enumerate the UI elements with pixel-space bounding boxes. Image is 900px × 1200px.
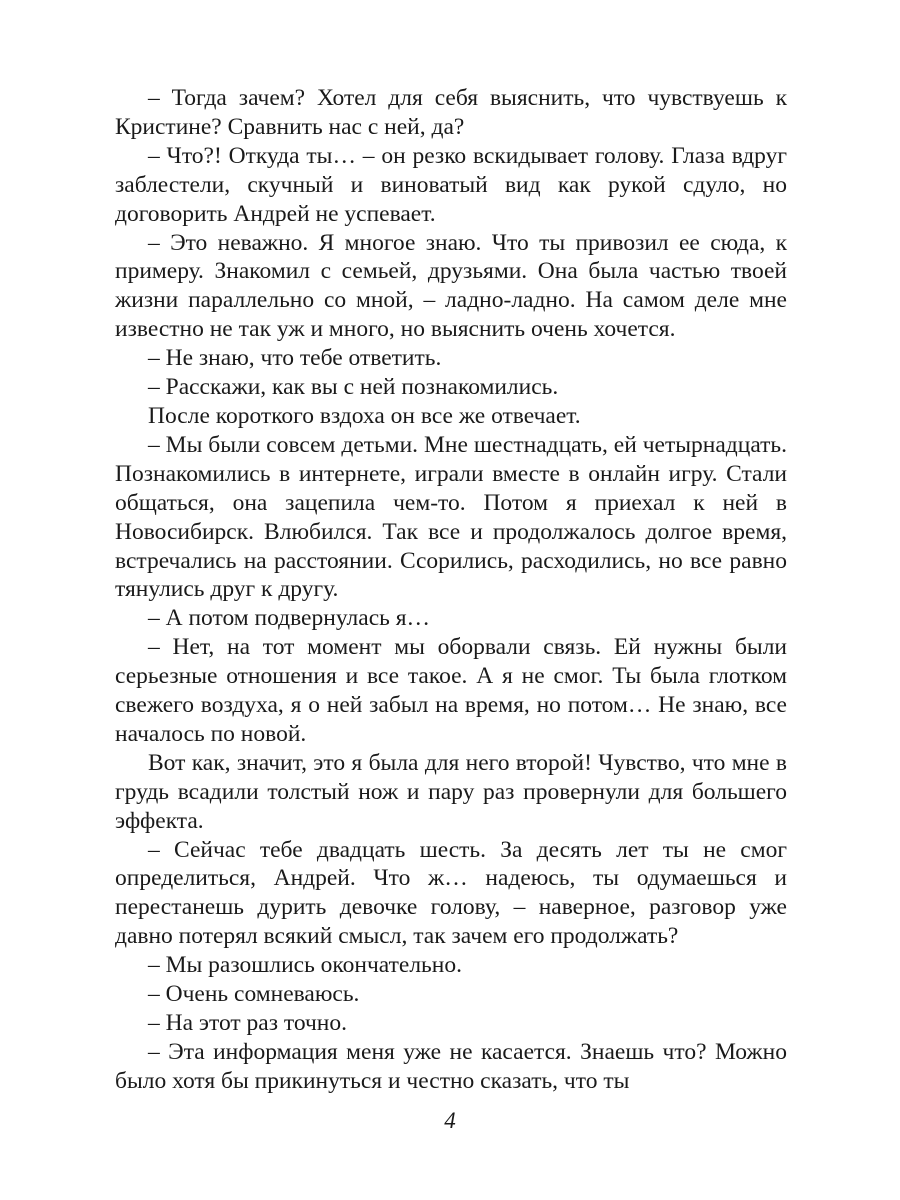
paragraph-5: – Расскажи, как вы с ней познакомились. [148,374,559,401]
paragraph-13: – Очень сомневаюсь. [148,981,360,1008]
paragraph-3: – Это неважно. Я многое знаю. Что ты привозил ее сюда, к примеру. Знакомил с семьей, друзьями. Она была частью твоей жизни параллельно со мной, – ладно-ладно. На самом деле мне известно не так уж и много, но выяснить очень хочется. [115,229,787,343]
paragraph-4: – Не знаю, что тебе ответить. [148,345,442,372]
page-text [115,84,787,1096]
page-number: 4 [444,1108,456,1133]
paragraph-2: – Что?! Откуда ты… – он резко вскидывает голову. Глаза вдруг заблестели, скучный и виноватый вид как рукой сдуло, но договорить Андрей не успевает. [115,142,787,227]
paragraph-10: Вот как, значит, это я была для него второй! Чувство, что мне в грудь всадили толстый нож и пару раз провернули для большего эффекта. [115,749,787,834]
paragraph-11: – Сейчас тебе двадцать шесть. За десять лет ты не смог определиться, Андрей. Что ж… надеюсь, ты одумаешься и перестанешь дурить девочке голову, – наверное, разговор уже давно потерял всякий смысл, так зачем его продолжать? [115,836,787,950]
paragraph-12: – Мы разошлись окончательно. [148,952,462,979]
paragraph-14: – На этот раз точно. [148,1010,347,1036]
paragraph-6: После короткого вздоха он все же отвечает. [148,402,581,429]
paragraph-7: – Мы были совсем детьми. Мне шестнадцать, ей четырнадцать. Познакомились в интернете, играли вместе в онлайн игру. Стали общаться, она зацепила чем-то. Потом я приехал к ней в Новосибирск. Влюбился. Так все и продолжалось долгое время, встречались на расстоянии. Ссорились, расходились, но все равно тянулись друг к другу. [115,431,787,603]
paragraph-1: – Тогда зачем? Хотел для себя выяснить, что чувствуешь к Кристине? Сравнить нас с ней, да? [115,85,787,140]
paragraph-8: – А потом подвернулась я… [148,605,431,632]
paragraph-15: – Эта информация меня уже не касается. Знаешь что? Можно было хотя бы прикинуться и честно сказать, что ты [115,1038,787,1094]
paragraph-9: – Нет, на тот момент мы оборвали связь. Ей нужны были серьезные отношения и все такое. А я не смог. Ты была глотком свежего воздуха, я о ней забыл на время, но потом… Не знаю, все началось по новой. [115,634,787,747]
